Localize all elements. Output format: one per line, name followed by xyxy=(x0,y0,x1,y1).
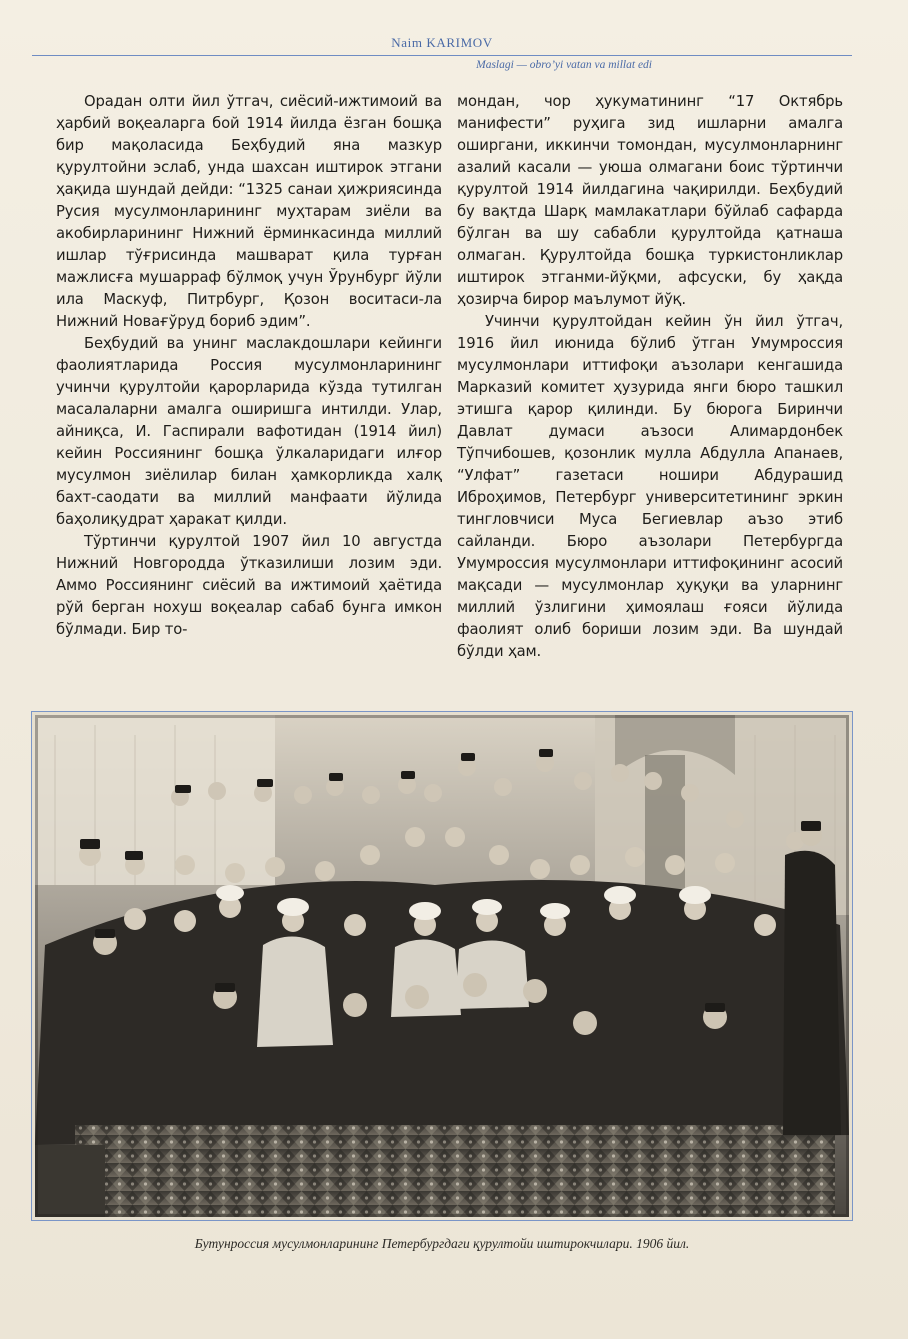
paragraph: Учинчи қурултойдан кейин ўн йил ўтгач, 1916 йил июнида бўлиб ўтган Умумроссия мусулмонлари иттифоқи аъзолари кенгашида Марказий комитет ҳузурида янги бюро ташкил этишга қарор қилинди. Бу бюрога Биринчи Давлат думаси аъзоси Алимардонбек Тўпчибошев, қозонлик мулла Абдулла Апанаев, “Улфат” газетаси ношири Абдурашид Иброҳимов, Петербург университетининг эркин тингловчиси Муса Бегиевлар аъзо этиб сайланди. Бюро аъзолари Петербургда Умумроссия мусулмонлари иттифоқининг асосий мақсади — мусулмонлар ҳуқуқи ва уларнинг миллий ўзлигини ҳимоялаш ғояси йўлида фаолият олиб бориши лозим эди. Ва шундай бўлди ҳам. xyxy=(457,313,843,660)
photo-caption: Бутунроссия мусулмонларининг Петербургдаги қурултойи иштирокчилари. 1906 йил. xyxy=(194,1236,690,1251)
paragraph: Беҳбудий ва унинг маслакдошлари кейинги фаолиятларида Россия мусулмонларининг учинчи қурултойи қарорларида кўзда тутилган масалаларни амалга оширишга интилди. Улар, айниқса, И. Гаспирали вафотидан (1914 йил) кейин Россиянинг бошқа ўлкаларидаги илғор мусулмон зиёлилар билан ҳамкорликда халқ бахт-саодати ва миллий манфаати йўлида баҳолиқудрат ҳаракат қилди. xyxy=(56,335,442,528)
text-column-left xyxy=(56,91,442,641)
running-header xyxy=(32,34,852,73)
header-author: Naim KARIMOV xyxy=(391,35,493,50)
group-photograph xyxy=(31,711,853,1221)
paragraph: Тўртинчи қурултой 1907 йил 10 августда Нижний Новгородда ўтказилиши лозим эди. Аммо Россиянинг сиёсий ва ижтимоий ҳаётида рўй берган нохуш воқеалар сабаб бунга имкон бўлмади. Бир то- xyxy=(56,533,442,638)
group-photo-image xyxy=(35,715,849,1217)
paragraph: мондан, чор ҳукуматининг “17 Октябрь манифести” руҳига зид ишларни амалга оширгани, иккинчи томондан, мусулмонларнинг азалий касали — уюша олмагани боис тўртинчи қурултой 1914 йилдагина чақирилди. Беҳбудий бу вақтда Шарқ мамлакатлари бўйлаб сафарда бўлган ва шу сабабли қурултойда қатнаша олмаган. Қурултойда бошқа туркистонликлар иштирок этганми-йўқми, афсуски, бу ҳақда ҳозирча бирор маълумот йўқ. xyxy=(457,93,843,308)
paragraph: Орадан олти йил ўтгач, сиёсий-ижтимоий ва ҳарбий воқеаларга бой 1914 йилда ёзган бошқа бир мақоласида Беҳбудий яна мазкур қурултойни эслаб, унда шахсан иштирок этгани ҳақида шундай дейди: “1325 санаи ҳижриясинда Русия мусулмонларининг муҳтарам зиёли ва акобирларининг Нижний ёрминкасинда миллий ишлар тўғрисинда машварат қила турған мажлисға мушарраф бўлмоқ учун Ўрунбург йўли ила Маскуф, Питрбург, Қозон воситаси-ла Нижний Новағўруд бориб эдим”. xyxy=(56,93,442,330)
text-column-right xyxy=(457,91,843,663)
header-rule xyxy=(32,55,852,56)
header-subtitle: Maslagi — obro’yi vatan va millat edi xyxy=(476,59,652,71)
